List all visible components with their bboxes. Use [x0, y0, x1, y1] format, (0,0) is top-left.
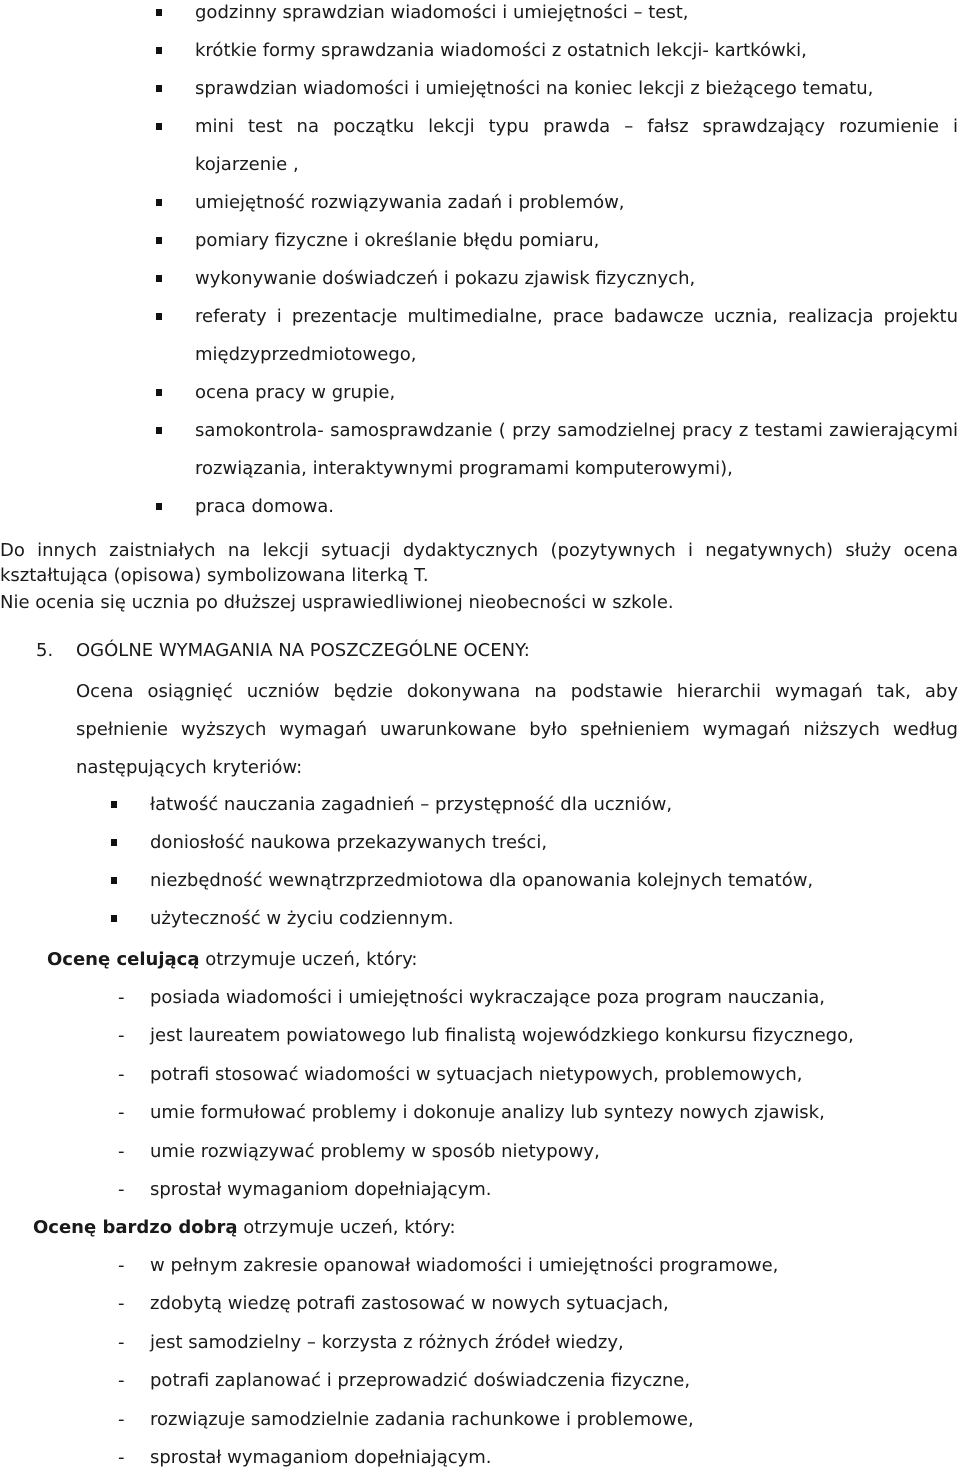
list-item: referaty i prezentacje multimedialne, prace badawcze ucznia, realizacja projektu międzyprzedmiotowego,	[0, 298, 960, 374]
square-bullet-icon	[156, 237, 162, 244]
square-bullet-icon	[156, 427, 162, 434]
list-item: krótkie formy sprawdzania wiadomości z ostatnich lekcji- kartkówki,	[0, 32, 960, 70]
square-bullet-icon	[156, 503, 162, 510]
list-item: wykonywanie doświadczeń i pokazu zjawisk fizycznych,	[0, 260, 960, 298]
square-bullet-icon	[111, 801, 117, 808]
dash-bullet: -	[118, 1293, 125, 1315]
list-item: - potrafi stosować wiadomości w sytuacjach nietypowych, problemowych,	[0, 1056, 960, 1094]
list-item: - posiada wiadomości i umiejętności wykraczające poza program nauczania,	[0, 979, 960, 1017]
grade-name: Ocenę celującą	[47, 949, 200, 970]
assessment-forms-list	[0, 0, 960, 526]
list-item: niezbędność wewnątrzprzedmiotowa dla opanowania kolejnych tematów,	[0, 862, 960, 900]
list-item: - zdobytą wiedzę potrafi zastosować w nowych sytuacjach,	[0, 1285, 960, 1323]
list-item: - jest samodzielny – korzysta z różnych źródeł wiedzy,	[0, 1324, 960, 1362]
dash-bullet: -	[118, 1063, 125, 1085]
list-item: - sprostał wymaganiom dopełniającym.	[0, 1171, 960, 1209]
list-item: - jest laureatem powiatowego lub finalistą wojewódzkiego konkursu fizycznego,	[0, 1017, 960, 1055]
dash-bullet: -	[118, 987, 125, 1008]
square-bullet-icon	[156, 9, 162, 16]
square-bullet-icon	[111, 839, 117, 846]
square-bullet-icon	[111, 877, 117, 884]
dash-bullet: -	[118, 1255, 125, 1276]
grade-bardzo-dobra-heading: Ocenę bardzo dobrą otrzymuje uczeń, który:	[33, 1217, 456, 1238]
dash-bullet: -	[118, 1370, 125, 1392]
dash-bullet: -	[118, 1408, 125, 1430]
list-item: doniosłość naukowa przekazywanych treści,	[0, 824, 960, 862]
list-item: - potrafi zaplanować i przeprowadzić doświadczenia fizyczne,	[0, 1362, 960, 1400]
grade-celujaca-list	[0, 979, 960, 1209]
list-item: - umie rozwiązywać problemy w sposób nietypowy,	[0, 1133, 960, 1171]
square-bullet-icon	[156, 389, 162, 396]
dash-bullet: -	[118, 1331, 125, 1353]
formative-assessment-paragraph: Do innych zaistniałych na lekcji sytuacji dydaktycznych (pozytywnych i negatywnych) służy ocena kształtująca (opisowa) symbolizowana literką T.	[0, 540, 958, 586]
section-number: 5.	[36, 640, 54, 661]
square-bullet-icon	[111, 915, 117, 922]
dash-bullet: -	[118, 1447, 125, 1469]
square-bullet-icon	[156, 275, 162, 282]
list-item: mini test na początku lekcji typu prawda – fałsz sprawdzający rozumienie i kojarzenie ,	[0, 108, 960, 184]
grade-name: Ocenę bardzo dobrą	[33, 1217, 238, 1238]
dash-bullet: -	[118, 1140, 125, 1162]
list-item: łatwość nauczania zagadnień – przystępność dla uczniów,	[0, 786, 960, 824]
list-item: godzinny sprawdzian wiadomości i umiejętności – test,	[0, 0, 960, 32]
list-item: - w pełnym zakresie opanował wiadomości i umiejętności programowe,	[0, 1247, 960, 1285]
square-bullet-icon	[156, 199, 162, 206]
grade-bardzo-dobra-list	[0, 1247, 960, 1477]
square-bullet-icon	[156, 47, 162, 54]
square-bullet-icon	[156, 85, 162, 92]
dash-bullet: -	[118, 1025, 125, 1047]
section-intro: Ocena osiągnięć uczniów będzie dokonywana na podstawie hierarchii wymagań tak, aby spełnienie wyższych wymagań uwarunkowane było spełnieniem wymagań niższych według następujących kryteriów:	[76, 681, 958, 778]
dash-bullet: -	[118, 1179, 125, 1201]
list-item: umiejętność rozwiązywania zadań i problemów,	[0, 184, 960, 222]
section-title: OGÓLNE WYMAGANIA NA POSZCZEGÓLNE OCENY:	[76, 640, 530, 661]
absence-paragraph: Nie ocenia się ucznia po dłuższej usprawiedliwionej nieobecności w szkole.	[0, 592, 674, 613]
dash-bullet: -	[118, 1102, 125, 1124]
list-item: - rozwiązuje samodzielnie zadania rachunkowe i problemowe,	[0, 1401, 960, 1439]
section-heading	[36, 638, 530, 664]
list-item: pomiary fizyczne i określanie błędu pomiaru,	[0, 222, 960, 260]
square-bullet-icon	[156, 313, 162, 320]
list-item: praca domowa.	[0, 488, 960, 526]
grade-celujaca-heading: Ocenę celującą otrzymuje uczeń, który:	[47, 949, 418, 970]
list-item: samokontrola- samosprawdzanie ( przy samodzielnej pracy z testami zawierającymi rozwiązania, interaktywnymi programami komputerowymi),	[0, 412, 960, 488]
criteria-list	[0, 786, 960, 938]
list-item: użyteczność w życiu codziennym.	[0, 900, 960, 938]
list-item: sprawdzian wiadomości i umiejętności na koniec lekcji z bieżącego tematu,	[0, 70, 960, 108]
list-item: - sprostał wymaganiom dopełniającym.	[0, 1439, 960, 1477]
list-item: ocena pracy w grupie,	[0, 374, 960, 412]
square-bullet-icon	[156, 123, 162, 130]
list-item: - umie formułować problemy i dokonuje analizy lub syntezy nowych zjawisk,	[0, 1094, 960, 1132]
